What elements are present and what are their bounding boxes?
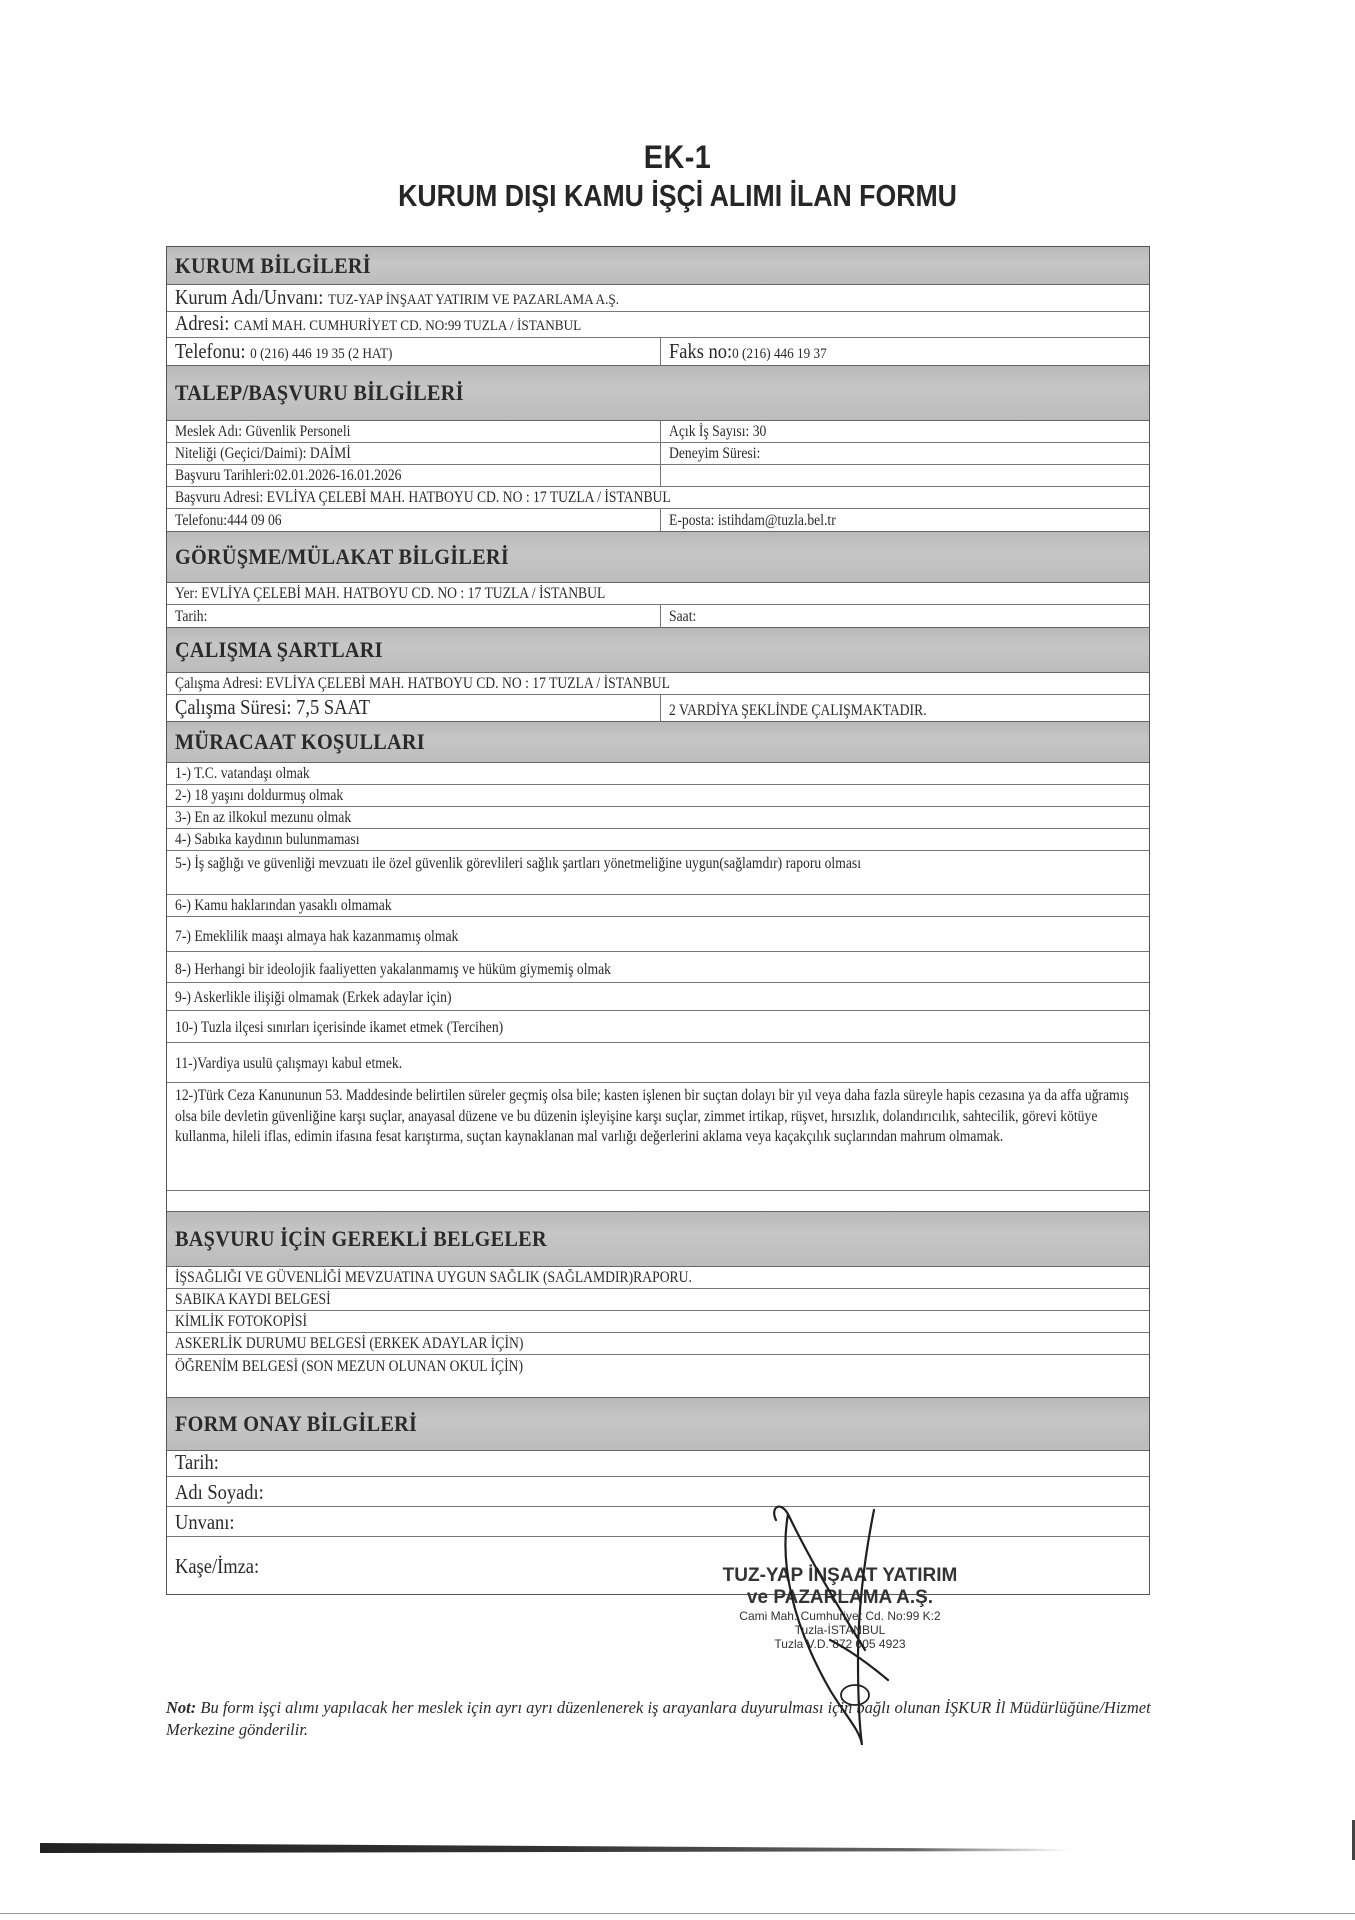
work-duration: Çalışma Süresi: 7,5 SAAT bbox=[175, 695, 371, 719]
document-title bbox=[0, 138, 1355, 216]
kurum-name-value: TUZ-YAP İNŞAAT YATIRIM VE PAZARLAMA A.Ş. bbox=[327, 292, 620, 308]
document-item bbox=[167, 1267, 1149, 1289]
condition-item bbox=[167, 952, 1149, 983]
approval-title-row bbox=[167, 1507, 1149, 1537]
stamp-line: Tuzla-İSTANBUL bbox=[794, 1623, 886, 1637]
work-address: Çalışma Adresi: EVLİYA ÇELEBİ MAH. HATBOYU CD. NO : 17 TUZLA / İSTANBUL bbox=[175, 675, 670, 692]
section-title: GÖRÜŞME/MÜLAKAT BİLGİLERİ bbox=[175, 544, 509, 569]
application-address: Başvuru Adresi: EVLİYA ÇELEBİ MAH. HATBOYU CD. NO : 17 TUZLA / İSTANBUL bbox=[175, 489, 671, 506]
condition-item bbox=[167, 785, 1149, 807]
kurum-address-row bbox=[167, 312, 1149, 338]
condition-text: 3-) En az ilkokul mezunu olmak bbox=[175, 809, 352, 826]
talep-row-1 bbox=[167, 421, 1149, 443]
section-title: ÇALIŞMA ŞARTLARI bbox=[175, 637, 383, 662]
section-title: FORM ONAY BİLGİLERİ bbox=[175, 1411, 418, 1436]
talep-row-2 bbox=[167, 443, 1149, 465]
condition-text: 11-)Vardiya usulü çalışmayı kabul etmek. bbox=[175, 1055, 403, 1072]
interview-datetime-row bbox=[167, 605, 1149, 627]
condition-text: 12-)Türk Ceza Kanununun 53. Maddesinde belirtilen süreler geçmiş olsa bile; kasten işlenen bir suçtan dolayı bir yıl veya daha fazla süreyle hapis cezasına ya da affa uğramış olsa bile devletin güvenliğine karşı suçlar, anayasal düzene ve bu düzenin işleyişine karşı suçlar, zimmet irtikap, rüşvet, hırsızlık, dolandırıcılık, sahtecilik, görevi kötüye kullanma, hileli iflas, edimin ifasına fesat karıştırma, suçtan kaynaklanan mal varlığı değerlerini aklama veya kaçakçılık suçlarından mahrum olmamak. bbox=[175, 1087, 1129, 1145]
kurum-fax-label: Faks no: bbox=[669, 339, 733, 363]
job-posting-form bbox=[166, 246, 1150, 1595]
occupation-name: Meslek Adı: Güvenlik Personeli bbox=[175, 423, 351, 440]
section-title: TALEP/BAŞVURU BİLGİLERİ bbox=[175, 380, 464, 405]
interview-time: Saat: bbox=[669, 608, 697, 625]
employment-type: Niteliği (Geçici/Daimi): DAİMİ bbox=[175, 445, 351, 462]
section-gorusme-heading bbox=[167, 531, 1149, 583]
form-title: KURUM DIŞI KAMU İŞÇİ ALIMI İLAN FORMU bbox=[398, 178, 957, 213]
section-muracaat-heading bbox=[167, 721, 1149, 763]
section-title: KURUM BİLGİLERİ bbox=[175, 252, 371, 278]
condition-item bbox=[167, 1083, 1149, 1191]
work-hours-row bbox=[167, 695, 1149, 721]
open-positions: Açık İş Sayısı: 30 bbox=[669, 423, 767, 440]
section-kurum-heading bbox=[167, 247, 1149, 285]
kurum-phone-value: 0 (216) 446 19 35 (2 HAT) bbox=[250, 346, 393, 362]
condition-item bbox=[167, 851, 1149, 895]
interview-date: Tarih: bbox=[175, 608, 208, 625]
kurum-fax-value: 0 (216) 446 19 37 bbox=[732, 346, 827, 362]
document-item bbox=[167, 1289, 1149, 1311]
work-address-row bbox=[167, 673, 1149, 695]
stamp-line: Cami Mah. Cumhuriyet Cd. No:99 K:2 bbox=[739, 1609, 941, 1623]
condition-item bbox=[167, 829, 1149, 851]
approval-name-label: Adı Soyadı: bbox=[175, 1480, 264, 1504]
spacer-row bbox=[167, 1191, 1149, 1211]
kurum-address-label: Adresi: bbox=[175, 311, 235, 335]
scan-artifact-bar bbox=[40, 1843, 1070, 1853]
talep-row-5 bbox=[167, 509, 1149, 531]
section-talep-heading bbox=[167, 365, 1149, 421]
kurum-phone-row bbox=[167, 338, 1149, 365]
condition-text: 1-) T.C. vatandaşı olmak bbox=[175, 765, 310, 782]
kurum-name-label: Kurum Adı/Unvanı: bbox=[175, 285, 328, 309]
condition-item bbox=[167, 807, 1149, 829]
section-belgeler-heading bbox=[167, 1211, 1149, 1267]
stamp-line: ve PAZARLAMA A.Ş. bbox=[746, 1587, 934, 1608]
document-text: KİMLİK FOTOKOPİSİ bbox=[175, 1313, 307, 1330]
section-title: MÜRACAAT KOŞULLARI bbox=[175, 729, 425, 754]
interview-location-row bbox=[167, 583, 1149, 605]
document-item bbox=[167, 1311, 1149, 1333]
kurum-name-row bbox=[167, 285, 1149, 312]
approval-name-row bbox=[167, 1477, 1149, 1507]
talep-row-4 bbox=[167, 487, 1149, 509]
stamp-line: Tuzla V.D. 872 005 4923 bbox=[774, 1637, 906, 1651]
shift-info: 2 VARDİYA ŞEKLİNDE ÇALIŞMAKTADIR. bbox=[669, 702, 927, 719]
interview-location: Yer: EVLİYA ÇELEBİ MAH. HATBOYU CD. NO : 17 TUZLA / İSTANBUL bbox=[175, 585, 606, 602]
application-email[interactable]: E-posta: istihdam@tuzla.bel.tr bbox=[669, 512, 836, 529]
condition-item bbox=[167, 983, 1149, 1011]
condition-text: 10-) Tuzla ilçesi sınırları içerisinde ikamet etmek (Tercihen) bbox=[175, 1019, 504, 1036]
application-dates: Başvuru Tarihleri:02.01.2026-16.01.2026 bbox=[175, 467, 402, 484]
condition-text: 2-) 18 yaşını doldurmuş olmak bbox=[175, 787, 344, 804]
stamp-line: TUZ-YAP İNŞAAT YATIRIM bbox=[722, 1565, 958, 1586]
approval-stamp-row bbox=[167, 1537, 1149, 1585]
condition-item bbox=[167, 1043, 1149, 1083]
document-item bbox=[167, 1333, 1149, 1355]
condition-text: 8-) Herhangi bir ideolojik faaliyetten yakalanmamış ve hüküm giymemiş olmak bbox=[175, 961, 611, 978]
document-text: SABIKA KAYDI BELGESİ bbox=[175, 1291, 331, 1308]
footnote-label: Not: bbox=[166, 1698, 197, 1717]
talep-row-3 bbox=[167, 465, 1149, 487]
condition-item bbox=[167, 917, 1149, 952]
section-calisma-heading bbox=[167, 627, 1149, 673]
condition-item bbox=[167, 895, 1149, 917]
section-title: BAŞVURU İÇİN GEREKLİ BELGELER bbox=[175, 1226, 547, 1251]
document-item bbox=[167, 1355, 1149, 1377]
footnote-text: Bu form işçi alımı yapılacak her meslek için ayrı ayrı düzenlenerek iş arayanlara duyurulması için bağlı olunan İŞKUR İl Müdürlüğüne/Hizmet Merkezine gönderilir. bbox=[166, 1698, 1151, 1739]
kurum-address-value: CAMİ MAH. CUMHURİYET CD. NO:99 TUZLA / İSTANBUL bbox=[234, 318, 582, 334]
document-text: ASKERLİK DURUMU BELGESİ (ERKEK ADAYLAR İÇİN) bbox=[175, 1335, 524, 1352]
approval-date-label: Tarih: bbox=[175, 1450, 219, 1474]
condition-item bbox=[167, 763, 1149, 785]
condition-text: 9-) Askerlikle ilişiği olmamak (Erkek adaylar için) bbox=[175, 989, 452, 1006]
section-onay-heading bbox=[167, 1397, 1149, 1451]
document-text: ÖĞRENİM BELGESİ (SON MEZUN OLUNAN OKUL İÇİN) bbox=[175, 1358, 524, 1375]
approval-date-row bbox=[167, 1451, 1149, 1477]
experience-required: Deneyim Süresi: bbox=[669, 445, 761, 462]
kurum-phone-label: Telefonu: bbox=[175, 339, 251, 363]
condition-text: 6-) Kamu haklarından yasaklı olmamak bbox=[175, 897, 392, 914]
condition-text: 4-) Sabıka kaydının bulunmaması bbox=[175, 831, 360, 848]
annex-number: EK-1 bbox=[643, 139, 712, 175]
approval-title-label: Unvanı: bbox=[175, 1510, 235, 1534]
condition-item bbox=[167, 1011, 1149, 1043]
application-phone: Telefonu:444 09 06 bbox=[175, 512, 282, 529]
footnote bbox=[166, 1697, 1216, 1741]
stamp-signature-label: Kaşe/İmza: bbox=[175, 1554, 260, 1578]
page-bottom-line bbox=[0, 1913, 1355, 1914]
condition-text: 5-) İş sağlığı ve güvenliği mevzuatı ile özel güvenlik görevlileri sağlık şartları yönetmeliğine uygun(sağlamdır) raporu olması bbox=[175, 855, 861, 872]
condition-text: 7-) Emeklilik maaşı almaya hak kazanmamış olmak bbox=[175, 928, 459, 945]
document-text: İŞSAĞLIĞI VE GÜVENLİĞİ MEVZUATINA UYGUN SAĞLIK (SAĞLAMDIR)RAPORU. bbox=[175, 1269, 692, 1286]
